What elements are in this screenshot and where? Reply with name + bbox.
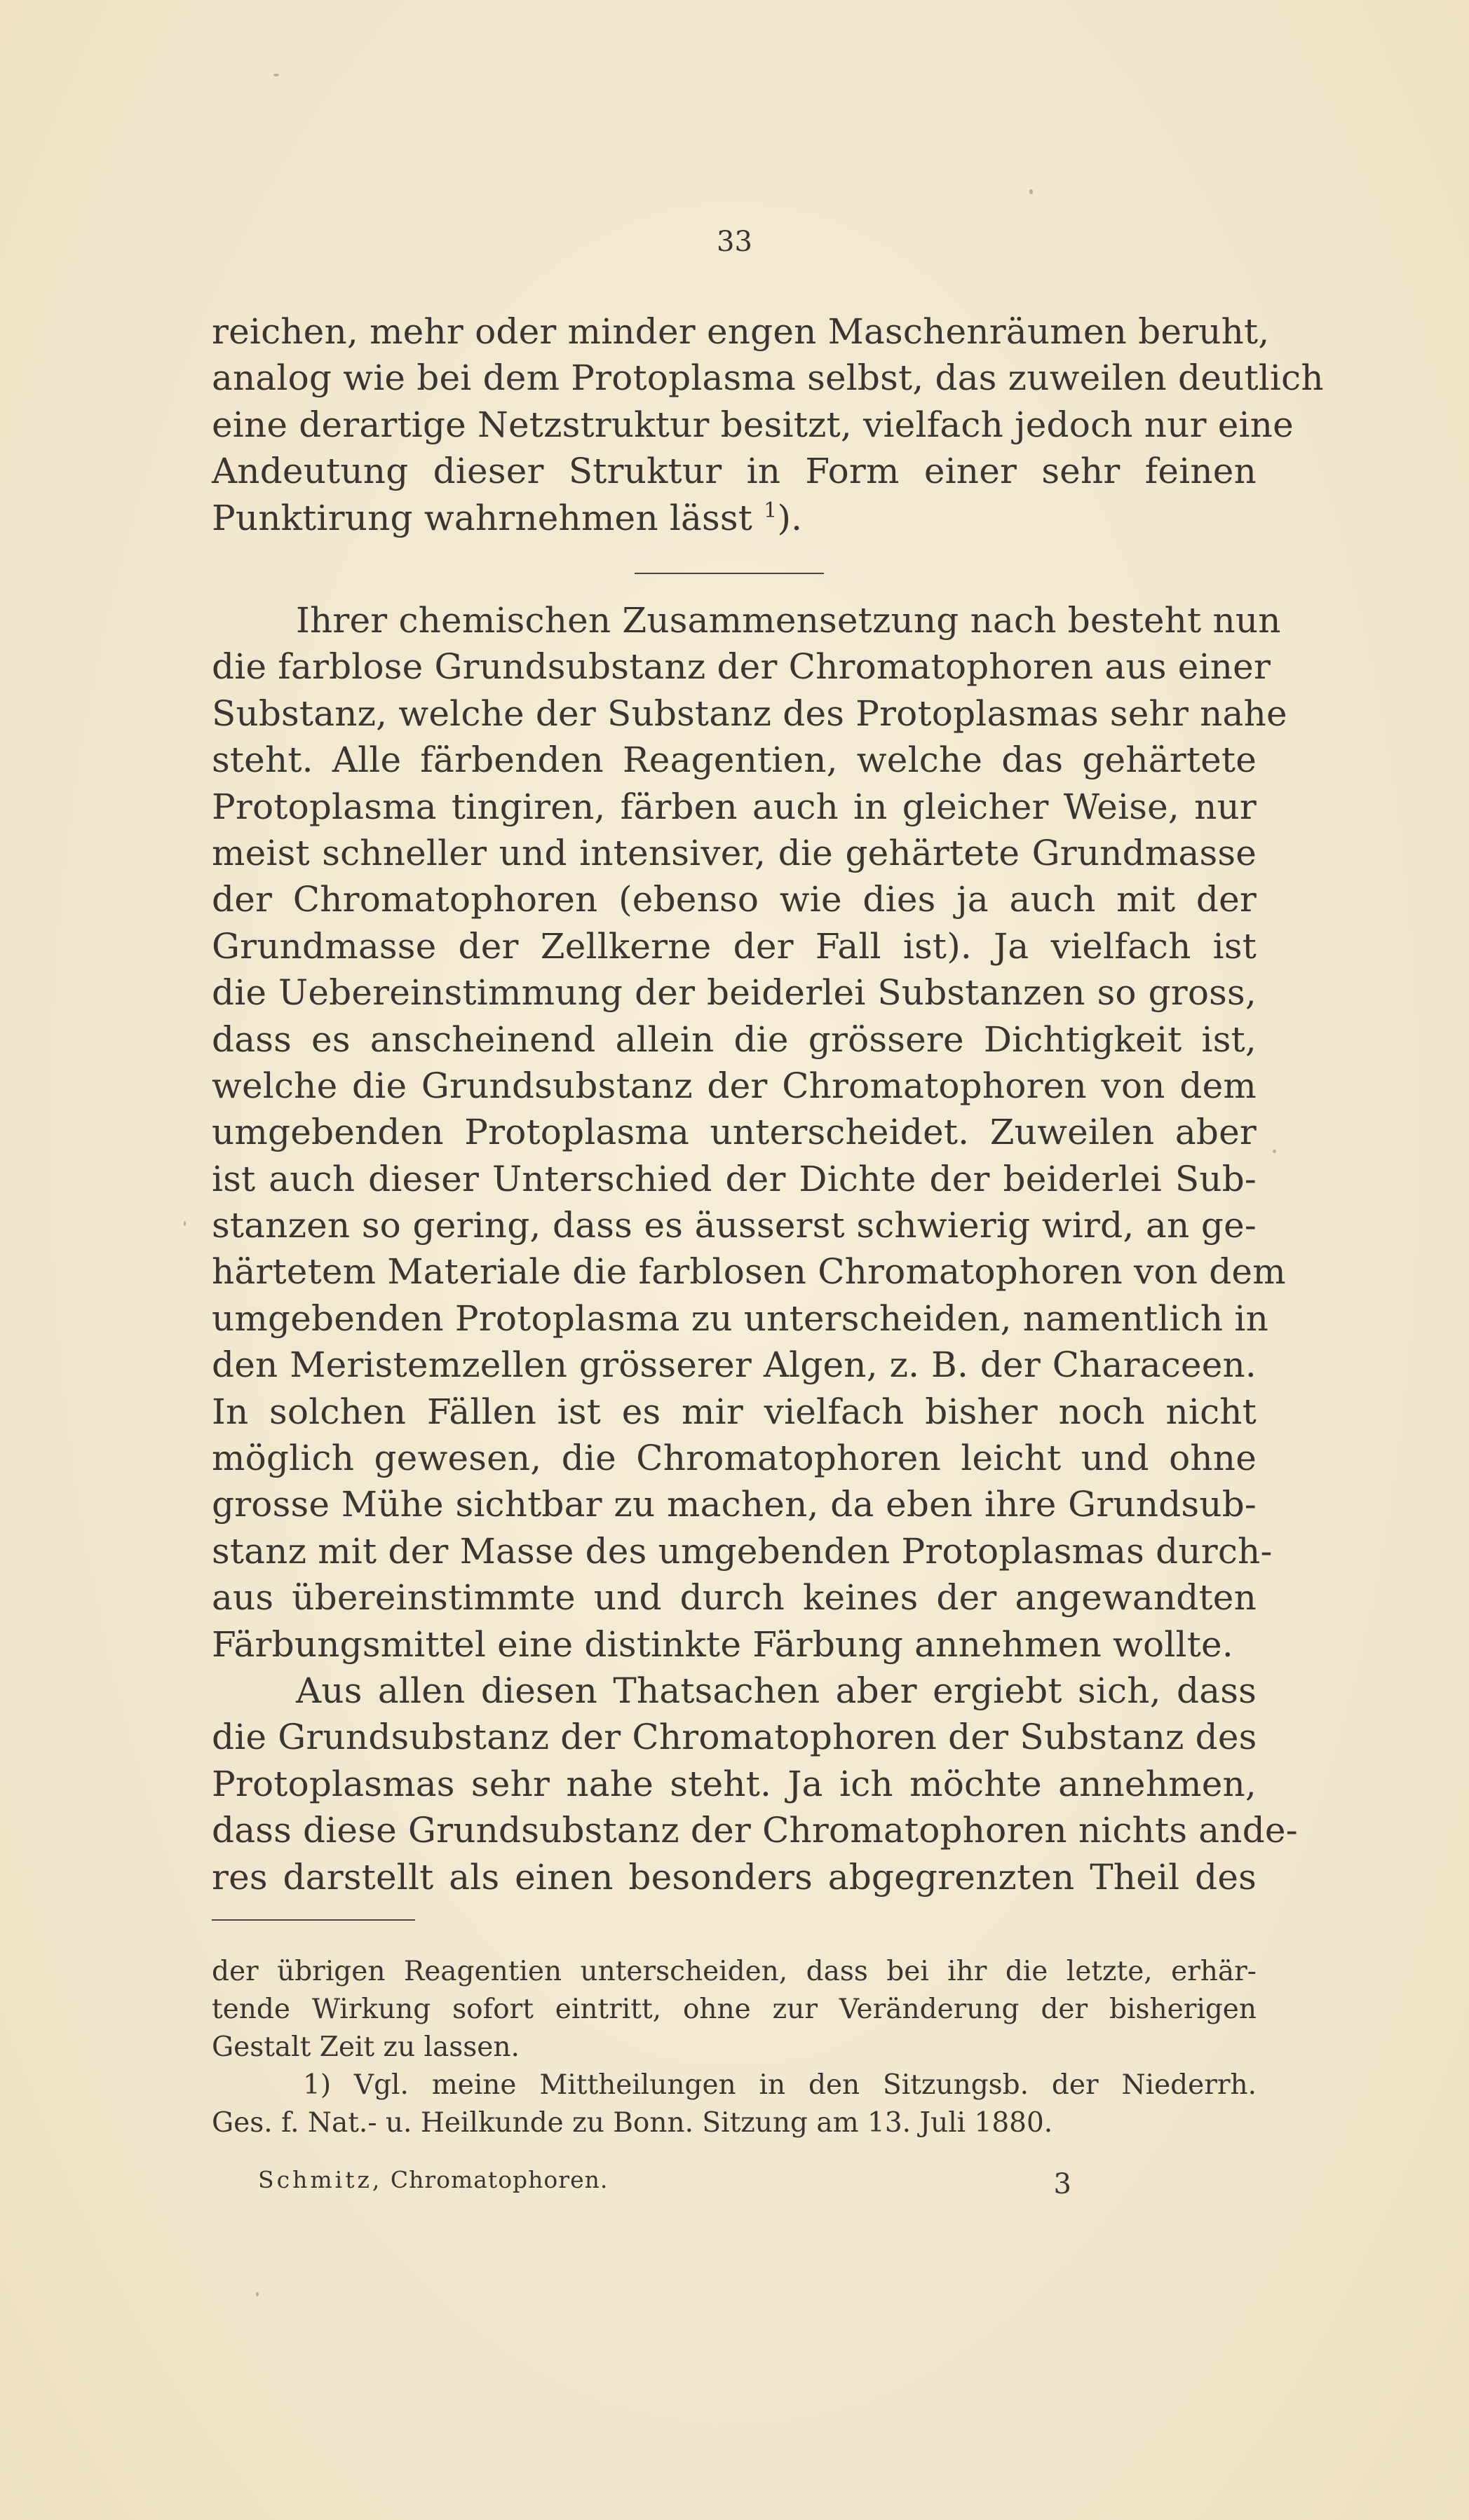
text-line: möglich gewesen, die Chromatophoren leicht und ohne bbox=[212, 1438, 1257, 1479]
text-line: grosse Mühe sichtbar zu machen, da eben ihre Grundsub- bbox=[212, 1484, 1257, 1525]
footnote-line: Ges. f. Nat.- u. Heilkunde zu Bonn. Sitzung am 13. Juli 1880. bbox=[212, 2107, 1053, 2139]
text-line: umgebenden Protoplasma zu unterscheiden, namentlich in bbox=[212, 1298, 1268, 1339]
page-number: 33 bbox=[717, 226, 752, 258]
footnote-line: 1) Vgl. meine Mittheilungen in den Sitzungsb. der Niederrh. bbox=[303, 2069, 1257, 2101]
section-divider bbox=[635, 573, 824, 574]
text-line: Protoplasma tingiren, färben auch in gleicher Weise, nur bbox=[212, 786, 1257, 827]
text-line: steht. Alle färbenden Reagentien, welche das gehärtete bbox=[212, 740, 1257, 781]
text-line: analog wie bei dem Protoplasma selbst, das zuweilen deutlich bbox=[212, 357, 1324, 399]
text-line: Andeutung dieser Struktur in Form einer sehr feinen bbox=[212, 451, 1257, 492]
text-line: dass es anscheinend allein die grössere Dichtigkeit ist, bbox=[212, 1019, 1257, 1060]
text-line: die Grundsubstanz der Chromatophoren der Substanz des bbox=[212, 1717, 1257, 1758]
text-line: stanz mit der Masse des umgebenden Protoplasmas durch- bbox=[212, 1530, 1273, 1572]
paper-speck bbox=[184, 1221, 186, 1226]
footnote-marker: 1 bbox=[764, 498, 778, 523]
text-line: stanzen so gering, dass es äusserst schwierig wird, an ge- bbox=[212, 1205, 1257, 1246]
text-line: eine derartige Netzstruktur besitzt, vielfach jedoch nur eine bbox=[212, 404, 1294, 445]
text-line: welche die Grundsubstanz der Chromatophoren von dem bbox=[212, 1065, 1257, 1106]
text-line: dass diese Grundsubstanz der Chromatophoren nichts ande- bbox=[212, 1810, 1298, 1851]
footnote-line: der übrigen Reagentien unterscheiden, dass bei ihr die letzte, erhär- bbox=[212, 1956, 1257, 1987]
text-line: härtetem Materiale die farblosen Chromatophoren von dem bbox=[212, 1251, 1286, 1293]
text-line: Protoplasmas sehr nahe steht. Ja ich möchte annehmen, bbox=[212, 1763, 1257, 1804]
text-fragment: Punktirung wahrnehmen lässt bbox=[212, 497, 753, 538]
text-line: meist schneller und intensiver, die gehärtete Grundmasse bbox=[212, 832, 1257, 873]
text-line: Grundmasse der Zellkerne der Fall ist). Ja vielfach ist bbox=[212, 925, 1257, 967]
text-line: den Meristemzellen grösserer Algen, z. B. der Characeen. bbox=[212, 1344, 1257, 1386]
signature-row bbox=[258, 2163, 1071, 2198]
text-line: res darstellt als einen besonders abgegrenzten Theil des bbox=[212, 1856, 1257, 1898]
footnote-divider bbox=[212, 1919, 415, 1921]
text-line: aus übereinstimmte und durch keines der angewandten bbox=[212, 1577, 1257, 1619]
paper-speck bbox=[1273, 1150, 1276, 1153]
paper-speck bbox=[256, 2292, 259, 2296]
paragraph-1 bbox=[212, 308, 1324, 541]
text-line: Substanz, welche der Substanz des Protoplasmas sehr nahe bbox=[212, 693, 1287, 734]
text-line bbox=[212, 495, 1257, 541]
text-line: der Chromatophoren (ebenso wie dies ja auch mit der bbox=[212, 879, 1257, 920]
text-line: Aus allen diesen Thatsachen aber ergiebt sich, dass bbox=[296, 1670, 1257, 1711]
footnotes bbox=[212, 1953, 1257, 2142]
printer-signature bbox=[258, 2163, 608, 2198]
text-line: In solchen Fällen ist es mir vielfach bisher noch nicht bbox=[212, 1391, 1257, 1432]
text-line: reichen, mehr oder minder engen Maschenräumen beruht, bbox=[212, 311, 1270, 352]
text-fragment: ). bbox=[777, 497, 803, 538]
text-line: Ihrer chemischen Zusammensetzung nach besteht nun bbox=[296, 600, 1281, 641]
paper-speck bbox=[1029, 189, 1033, 194]
footnote-line: Gestalt Zeit zu lassen. bbox=[212, 2031, 520, 2063]
text-line: die farblose Grundsubstanz der Chromatophoren aus einer bbox=[212, 646, 1271, 688]
paragraph-2 bbox=[212, 597, 1298, 1900]
text-line: die Uebereinstimmung der beiderlei Substanzen so gross, bbox=[212, 972, 1257, 1014]
text-line: ist auch dieser Unterschied der Dichte der beiderlei Sub- bbox=[212, 1158, 1257, 1199]
text-line: Färbungsmittel eine distinkte Färbung annehmen wollte. bbox=[212, 1623, 1233, 1665]
text-line: umgebenden Protoplasma unterscheidet. Zuweilen aber bbox=[212, 1112, 1257, 1153]
signature-author: Schmitz, bbox=[258, 2166, 383, 2193]
signature-title: Chromatophoren. bbox=[382, 2166, 609, 2193]
paper-speck bbox=[273, 74, 279, 76]
footnote-line: tende Wirkung sofort eintritt, ohne zur Veränderung der bisherigen bbox=[212, 1994, 1257, 2025]
sheet-number: 3 bbox=[1053, 2168, 1071, 2200]
